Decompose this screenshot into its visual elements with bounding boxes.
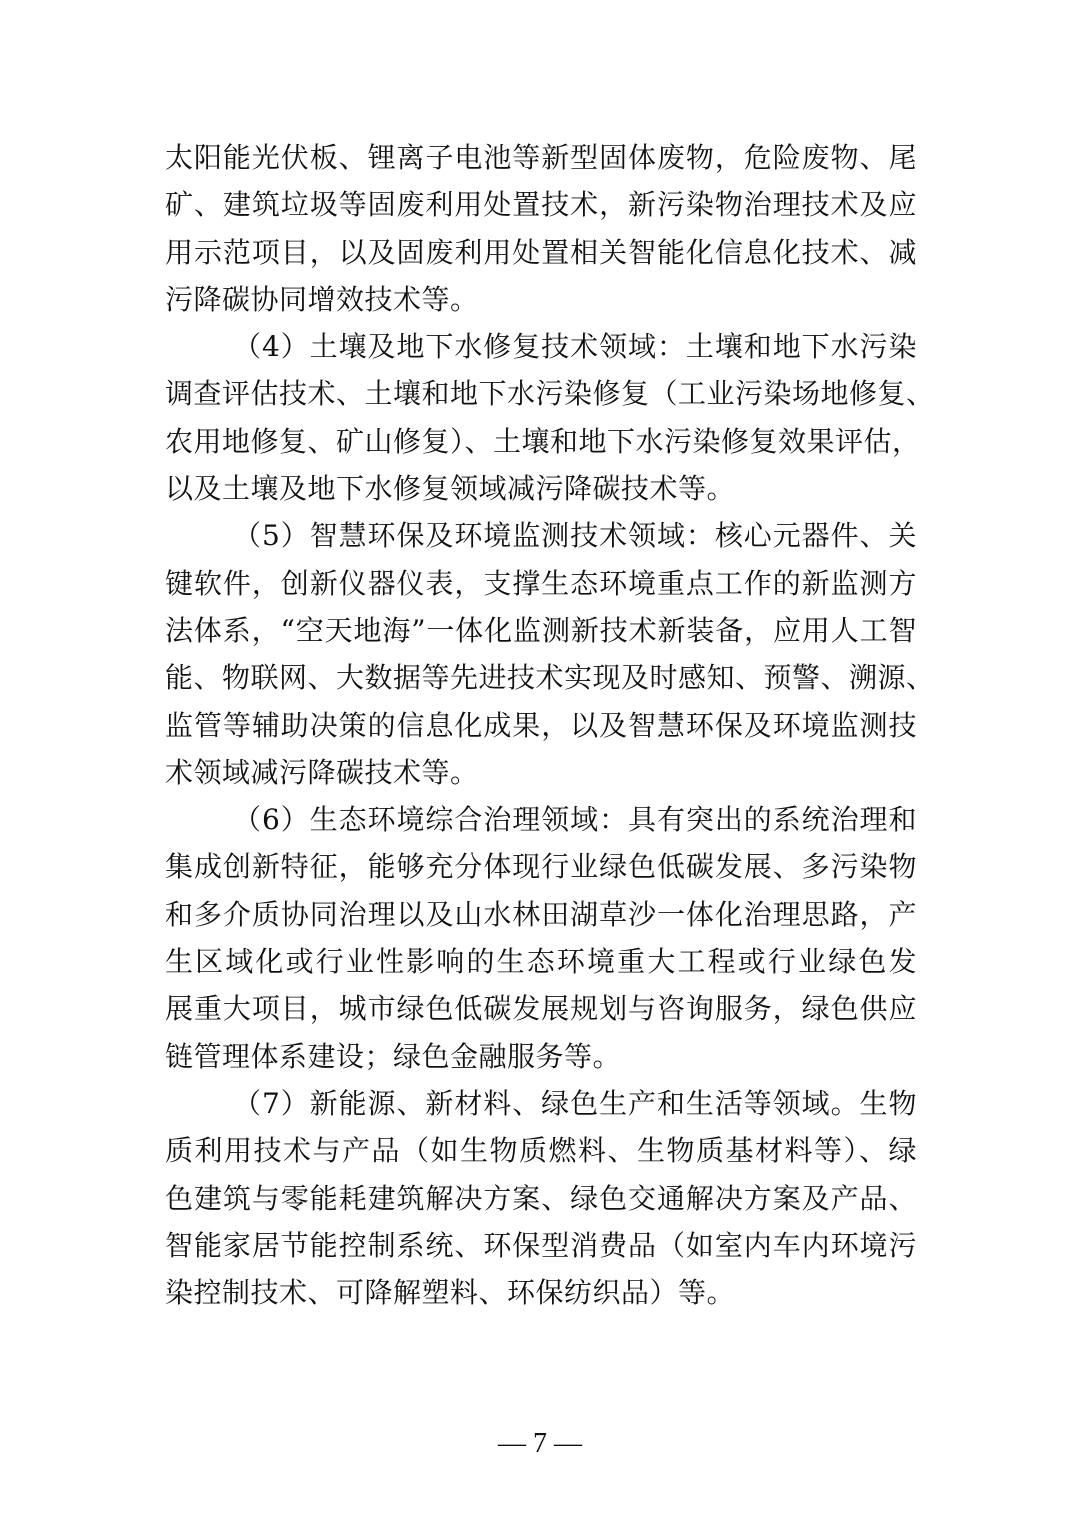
paragraph — [165, 323, 935, 512]
text-line: 色建筑与零能耗建筑解决方案、绿色交通解决方案及产品、 — [165, 1181, 917, 1215]
text-line: （7）新能源、新材料、绿色生产和生活等领域。生物 — [233, 1086, 917, 1120]
text-line: 链管理体系建设；绿色金融服务等。 — [165, 1039, 622, 1073]
body-text — [165, 134, 935, 1316]
text-line: 术领域减污降碳技术等。 — [165, 755, 479, 789]
text-line: （5）智慧环保及环境监测技术领域：核心元器件、关 — [233, 519, 917, 553]
text-line: 质利用技术与产品（如生物质燃料、生物质基材料等）、绿 — [165, 1134, 917, 1168]
text-line: 和多介质协同治理以及山水林田湖草沙一体化治理思路，产 — [165, 897, 917, 931]
text-line: 太阳能光伏板、锂离子电池等新型固体废物，危险废物、尾 — [165, 141, 917, 174]
text-line: 集成创新特征，能够充分体现行业绿色低碳发展、多污染物 — [165, 850, 917, 884]
text-line: 用示范项目，以及固废利用处置相关智能化信息化技术、减 — [165, 235, 917, 269]
text-line: 染控制技术、可降解塑料、环保纺织品）等。 — [165, 1276, 736, 1310]
text-line: 矿、建筑垃圾等固废利用处置技术，新污染物治理技术及应 — [165, 188, 917, 222]
text-line: 调查评估技术、土壤和地下水污染修复（工业污染场地修复、 — [165, 377, 935, 411]
text-line: 以及土壤及地下水修复领域减污降碳技术等。 — [165, 472, 736, 506]
text-line: 农用地修复、矿山修复）、土壤和地下水污染修复效果评估， — [165, 424, 921, 458]
paragraph — [165, 796, 917, 1080]
text-line: （4）土壤及地下水修复技术领域：土壤和地下水污染 — [233, 330, 917, 364]
text-line: 污降碳协同增效技术等。 — [165, 282, 479, 316]
text-line: 展重大项目，城市绿色低碳发展规划与咨询服务，绿色供应 — [165, 992, 917, 1026]
text-line: 智能家居节能控制系统、环保型消费品（如室内车内环境污 — [165, 1228, 917, 1262]
paragraph — [165, 512, 935, 796]
text-line: 键软件，创新仪器仪表，支撑生态环境重点工作的新监测方 — [165, 566, 917, 600]
paragraph — [165, 134, 917, 323]
paragraph — [165, 1080, 917, 1316]
text-line: 法体系，“空天地海”一体化监测新技术新装备，应用人工智 — [165, 613, 917, 647]
page-number: — 7 — — [498, 1428, 582, 1459]
text-line: 能、物联网、大数据等先进技术实现及时感知、预警、溯源、 — [165, 661, 935, 695]
text-line: 生区域化或行业性影响的生态环境重大工程或行业绿色发 — [165, 945, 917, 979]
text-line: （6）生态环境综合治理领域：具有突出的系统治理和 — [233, 803, 917, 837]
text-line: 监管等辅助决策的信息化成果，以及智慧环保及环境监测技 — [165, 708, 917, 742]
